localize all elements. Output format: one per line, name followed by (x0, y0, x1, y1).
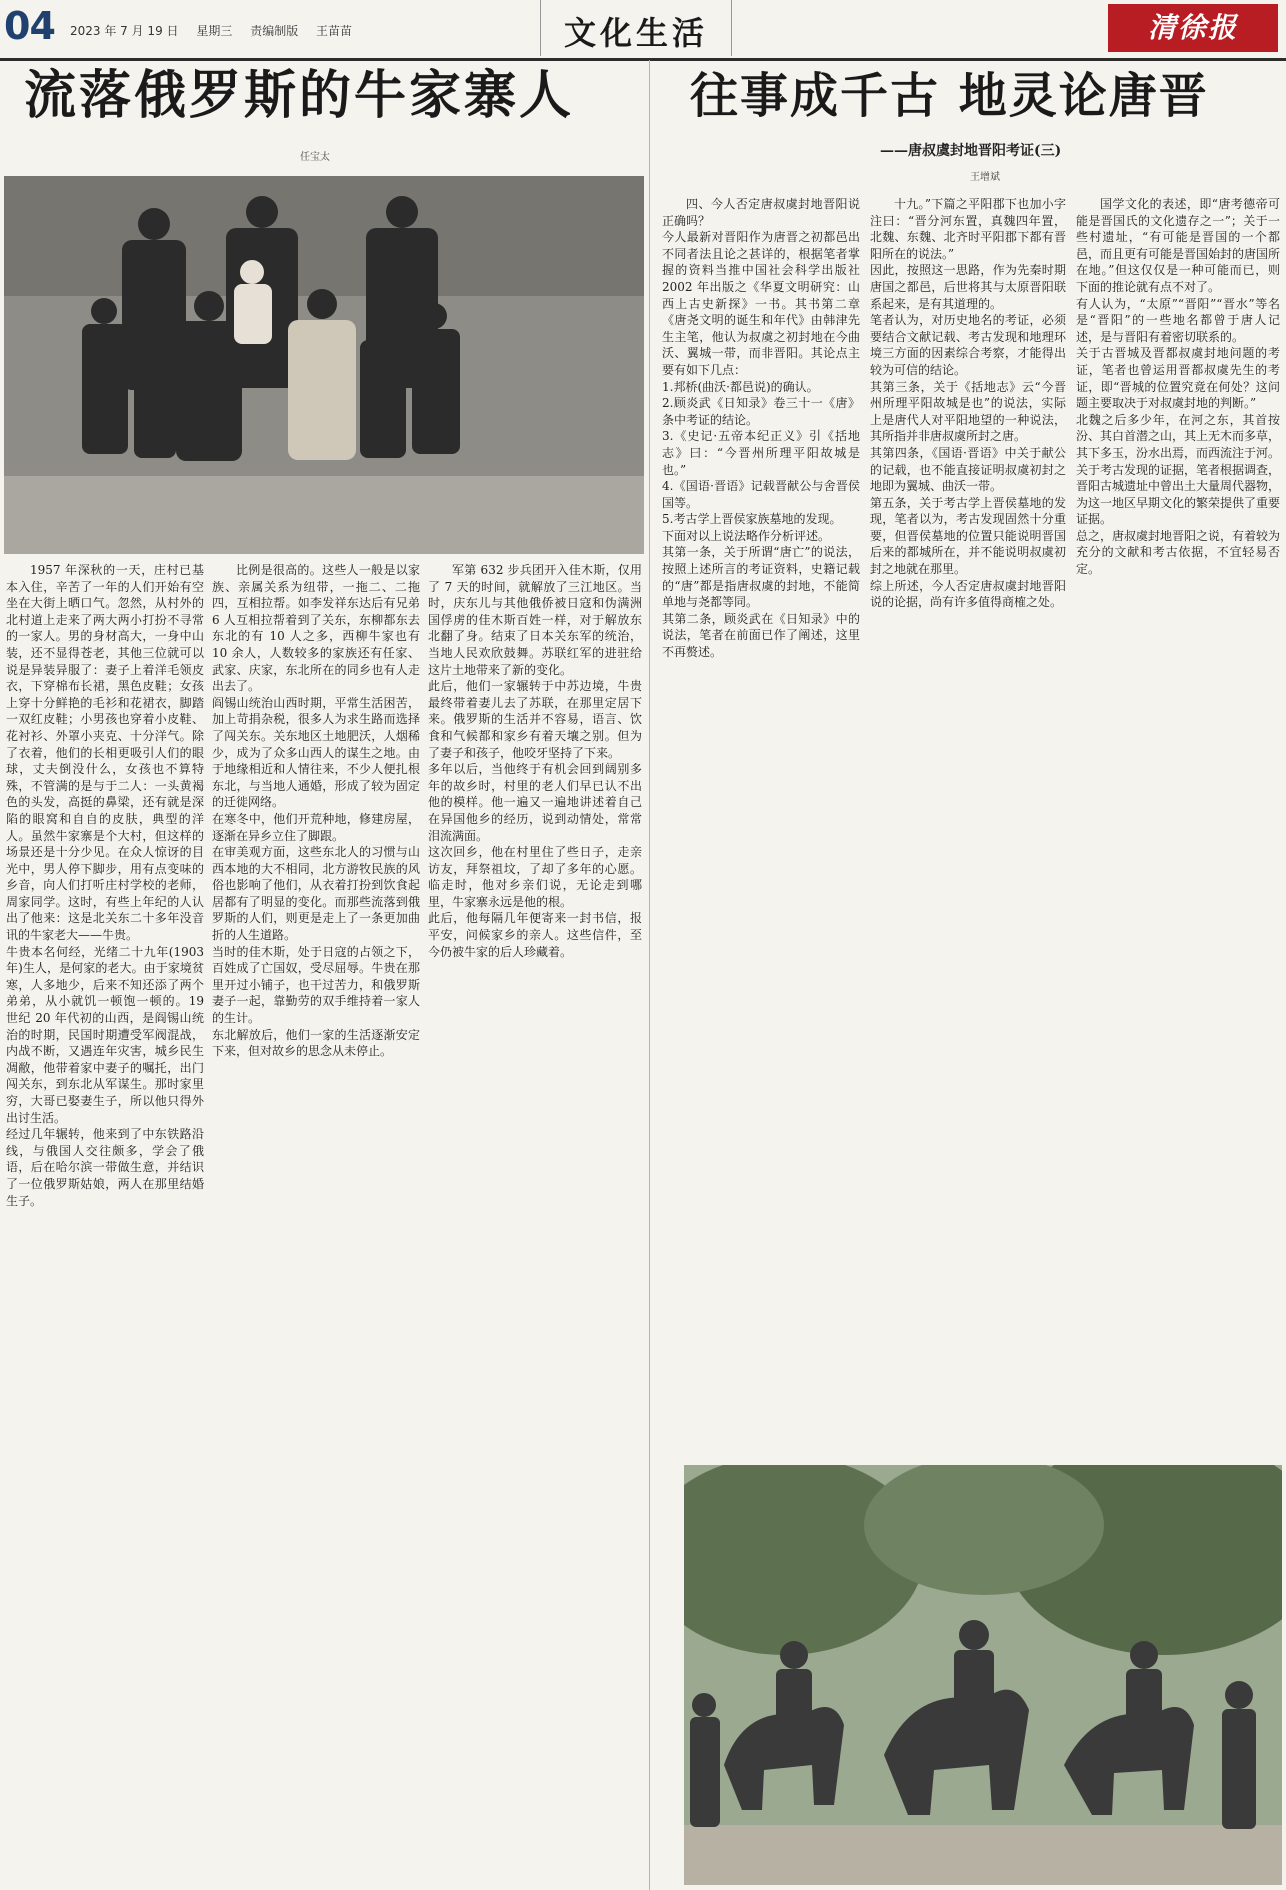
column-divider (649, 60, 650, 1890)
right-article-title: 往事成千古 地灵论唐晋 (690, 68, 1209, 124)
family-photo-illustration (4, 176, 644, 554)
section-title: 文化生活 (563, 14, 708, 52)
newspaper-logo: 清徐报 (1108, 4, 1278, 52)
statue-illustration (684, 1465, 1282, 1885)
right-article-text-3: 国学文化的表述，即“唐考德帝可能是晋国氏的文化遗存之一”；关于一些村遗址，“有可能是晋国的一个都邑，而且更有可能是晋国始封的唐国所在地。”但这仅仅是一种可能而已，则下面的推论就有点不对了。 有人认为，“太原”“晋阳”“晋水”等名是“晋阳”的一些地名都曾于唐人记述，是与晋阳有着密切联系的。 关于古晋城及晋都叔虞封地问题的考证，笔者也曾运用晋都叔虞先生的考证，即“晋城的位置究竟在何处？这问题主要取决于对叔虞封地的判断。” 北魏之后多少年，在河之东，其首按汾、其白首潜之山，其上无木而多草，其下多玉，汾水出焉，而西流注于河。 关于考古发现的证据，笔者根据调查，晋阳古城遗址中曾出土大量周代器物，为这一地区早期文化的繁荣提供了重要证据。 总之，唐叔虞封地晋阳之说，有着较为充分的文献和考古依据，不宜轻易否定。 (1076, 197, 1280, 577)
editor-name: 王苗苗 (316, 24, 353, 38)
issue-meta (70, 22, 366, 39)
left-article-column-1 (6, 562, 204, 1884)
section-box (540, 0, 732, 56)
issue-weekday: 星期三 (196, 24, 233, 38)
right-article-text-2: 十九。”下篇之平阳郡下也加小字注曰：“晋分河东置，真魏四年置，北魏、东魏、北齐时平阳郡下都有晋阳所在的说法。” 因此，按照这一思路，作为先秦时期唐国之都邑，后世将其与太原晋阳联系起来，是有其道理的。 笔者认为，对历史地名的考证，必须要结合文献记载、考古发现和地理环境三方面的因素综合考察，才能得出较为可信的结论。 其第三条，关于《括地志》云“今晋州所理平阳故城是也”的说法，实际上是唐代人对平阳地望的一种说法，其所指并非唐叔虞所封之唐。 其第四条，《国语·晋语》中关于献公的记载，也不能直接证明叔虞初封之地即为翼城、曲沃一带。 第五条，关于考古学上晋侯墓地的发现，笔者以为，考古发现固然十分重要，但晋侯墓地的位置只能说明晋国后来的都城所在，并不能说明叔虞初封之地就在那里。 综上所述，今人否定唐叔虞封地晋阳说的论据，尚有许多值得商榷之处。 (870, 197, 1066, 610)
right-article-column-3 (1076, 196, 1280, 1458)
right-article-column-1 (662, 196, 860, 1458)
editor-label: 责编制版 (250, 24, 299, 38)
page-header (0, 0, 1286, 61)
issue-date: 2023 年 7 月 19 日 (70, 24, 179, 38)
left-article-text-2: 比例是很高的。这些人一般是以家族、亲属关系为纽带，一拖二、二拖四，互相拉帮。如李发祥东达后有兄弟 6 人互相拉帮着到了关东，东柳都东去东北的有 10 人之多，西柳牛家也有 10 余人，人数较多的家族还有任家、武家、庆家，东北所在的同乡也有人走出去了。 阎锡山统治山西时期，平常生活困苦，加上苛捐杂税，很多人为求生路而选择了闯关东。关东地区土地肥沃，人烟稀少，成为了众多山西人的谋生之地。由于地缘相近和人情往来，不少人便扎根东北，与当地人通婚，形成了较为固定的迁徙网络。 在寒冬中，他们开荒种地，修建房屋，逐渐在异乡立住了脚跟。 在审美观方面，这些东北人的习惯与山西本地的大不相同，北方游牧民族的风俗也影响了他们，从衣着打扮到饮食起居都有了明显的变化。而那些流落到俄罗斯的人们，则更是走上了一条更加曲折的人生道路。 当时的佳木斯，处于日寇的占领之下，百姓成了亡国奴，受尽屈辱。牛贵在那里开过小铺子，也干过苦力，和俄罗斯妻子一起，靠勤劳的双手维持着一家人的生计。 东北解放后，他们一家的生活逐渐安定下来，但对故乡的思念从未停止。 (212, 563, 420, 1059)
left-article-title: 流落俄罗斯的牛家寨人 (24, 65, 575, 126)
left-article-column-2 (212, 562, 420, 1884)
left-article-text-3: 军第 632 步兵团开入佳木斯，仅用了 7 天的时间，就解放了三江地区。当时，庆东儿与其他俄侨被日寇和伪满洲国俘虏的佳木斯百姓一样，对于解放东北翻了身。结束了日本关东军的统治，当地人民欢欣鼓舞。苏联红军的进驻给这片土地带来了新的变化。 此后，他们一家辗转于中苏边境，牛贵最终带着妻儿去了苏联，在那里定居下来。俄罗斯的生活并不容易，语言、饮食和气候都和家乡有着天壤之别。但为了妻子和孩子，他咬牙坚持了下来。 多年以后，当他终于有机会回到阔别多年的故乡时，村里的老人们早已认不出他的模样。他一遍又一遍地讲述着自己在异国他乡的经历，说到动情处，常常泪流满面。 这次回乡，他在村里住了些日子，走亲访友，拜祭祖坟，了却了多年的心愿。临走时，他对乡亲们说，无论走到哪里，牛家寨永远是他的根。 此后，他每隔几年便寄来一封书信，报平安，问候家乡的亲人。这些信件，至今仍被牛家的后人珍藏着。 (428, 563, 642, 959)
right-article-text-1: 四、今人否定唐叔虞封地晋阳说正确吗？ 今人最新对晋阳作为唐晋之初都邑出不同者法且论之甚详的，根据笔者掌握的资料当推中国社会科学出版社 2002 年出版之《华夏文明研究：山西上古史新探》一书。其书第二章《唐尧文明的诞生和年代》由韩津先生主笔，他认为叔虞之初封地在今曲沃、翼城一带，而非晋阳。其论点主要有如下几点： 1.邦桥(曲沃·都邑说)的确认。 2.顾炎武《日知录》卷三十一《唐》条中考证的结论。 3.《史记·五帝本纪正义》引《括地志》曰：“今晋州所理平阳故城是也。” 4.《国语·晋语》记载晋献公与舍晋侯国等。 5.考古学上晋侯家族墓地的发现。 下面对以上说法略作分析评述。 其第一条，关于所谓“唐亡”的说法，按照上述所言的考证资料，史籍记载的“唐”都是指唐叔虞的封地，不能简单地与尧都等同。 其第二条，顾炎武在《日知录》中的说法，笔者在前面已作了阐述，这里不再赘述。 (662, 197, 860, 660)
family-photo (4, 176, 644, 554)
right-article-subtitle: ——唐叔虞封地晋阳考证(三) (880, 143, 1062, 159)
right-article-column-2 (870, 196, 1066, 1458)
left-article-text-1: 1957 年深秋的一天，庄村已基本入住，辛苦了一年的人们开始有空坐在大街上晒口气。忽然，从村外的北村道上走来了两大两小打扮不寻常的一家人。男的身材高大，一身中山装，还不显得苍老，其他三位就可以说是异装异服了：妻子上着洋毛领皮衣，下穿棉布长裙，黑色皮鞋；女孩上穿十分鲜艳的毛衫和花裙衣，脚踏一双红皮鞋；小男孩也穿着小皮鞋、花衬衫、外罩小夹克、十分洋气。除了衣着，他们的长相更吸引人们的眼球，丈夫倒没什么，女孩也不算特殊，不管满的是与于二人：一头黄褐色的头发，高挺的鼻梁，还有就是深陷的眼窝和自自的皮肤，典型的洋人。虽然牛家寨是个大村，但这样的场景还是十分少见。在众人惊讶的目光中，男人停下脚步，用有点变味的乡音，向人们打听庄村学校的老师，周家同学。这时，有些上年纪的人认出了他来：这是北关东二十多年没音讯的牛家老大——牛贵。 牛贵本名何经，光绪二十九年(1903 年)生人，是何家的老大。由于家境贫寒，人多地少，后来不知还添了两个弟弟，从小就饥一顿饱一顿的。19 世纪 20 年代初的山西，是阎锡山统治的时期，民国时期遭受军阀混战，内战不断，又遇连年灾害，城乡民生凋敝，他带着家中妻子的嘱托，出门闯关东，到东北从军谋生。那时家里穷，大哥已娶妻生子，所以他只得外出讨生活。 经过几年辗转，他来到了中东铁路沿线，与俄国人交往颇多，学会了俄语，后在哈尔滨一带做生意，并结识了一位俄罗斯姑娘，两人在那里结婚生子。 (6, 563, 204, 1208)
left-article-column-3 (428, 562, 642, 1884)
left-article-byline: 任宝太 (300, 152, 330, 163)
right-article-byline: 王增斌 (970, 172, 1000, 183)
page-number: 04 (4, 4, 55, 48)
statue-photo (684, 1465, 1282, 1885)
